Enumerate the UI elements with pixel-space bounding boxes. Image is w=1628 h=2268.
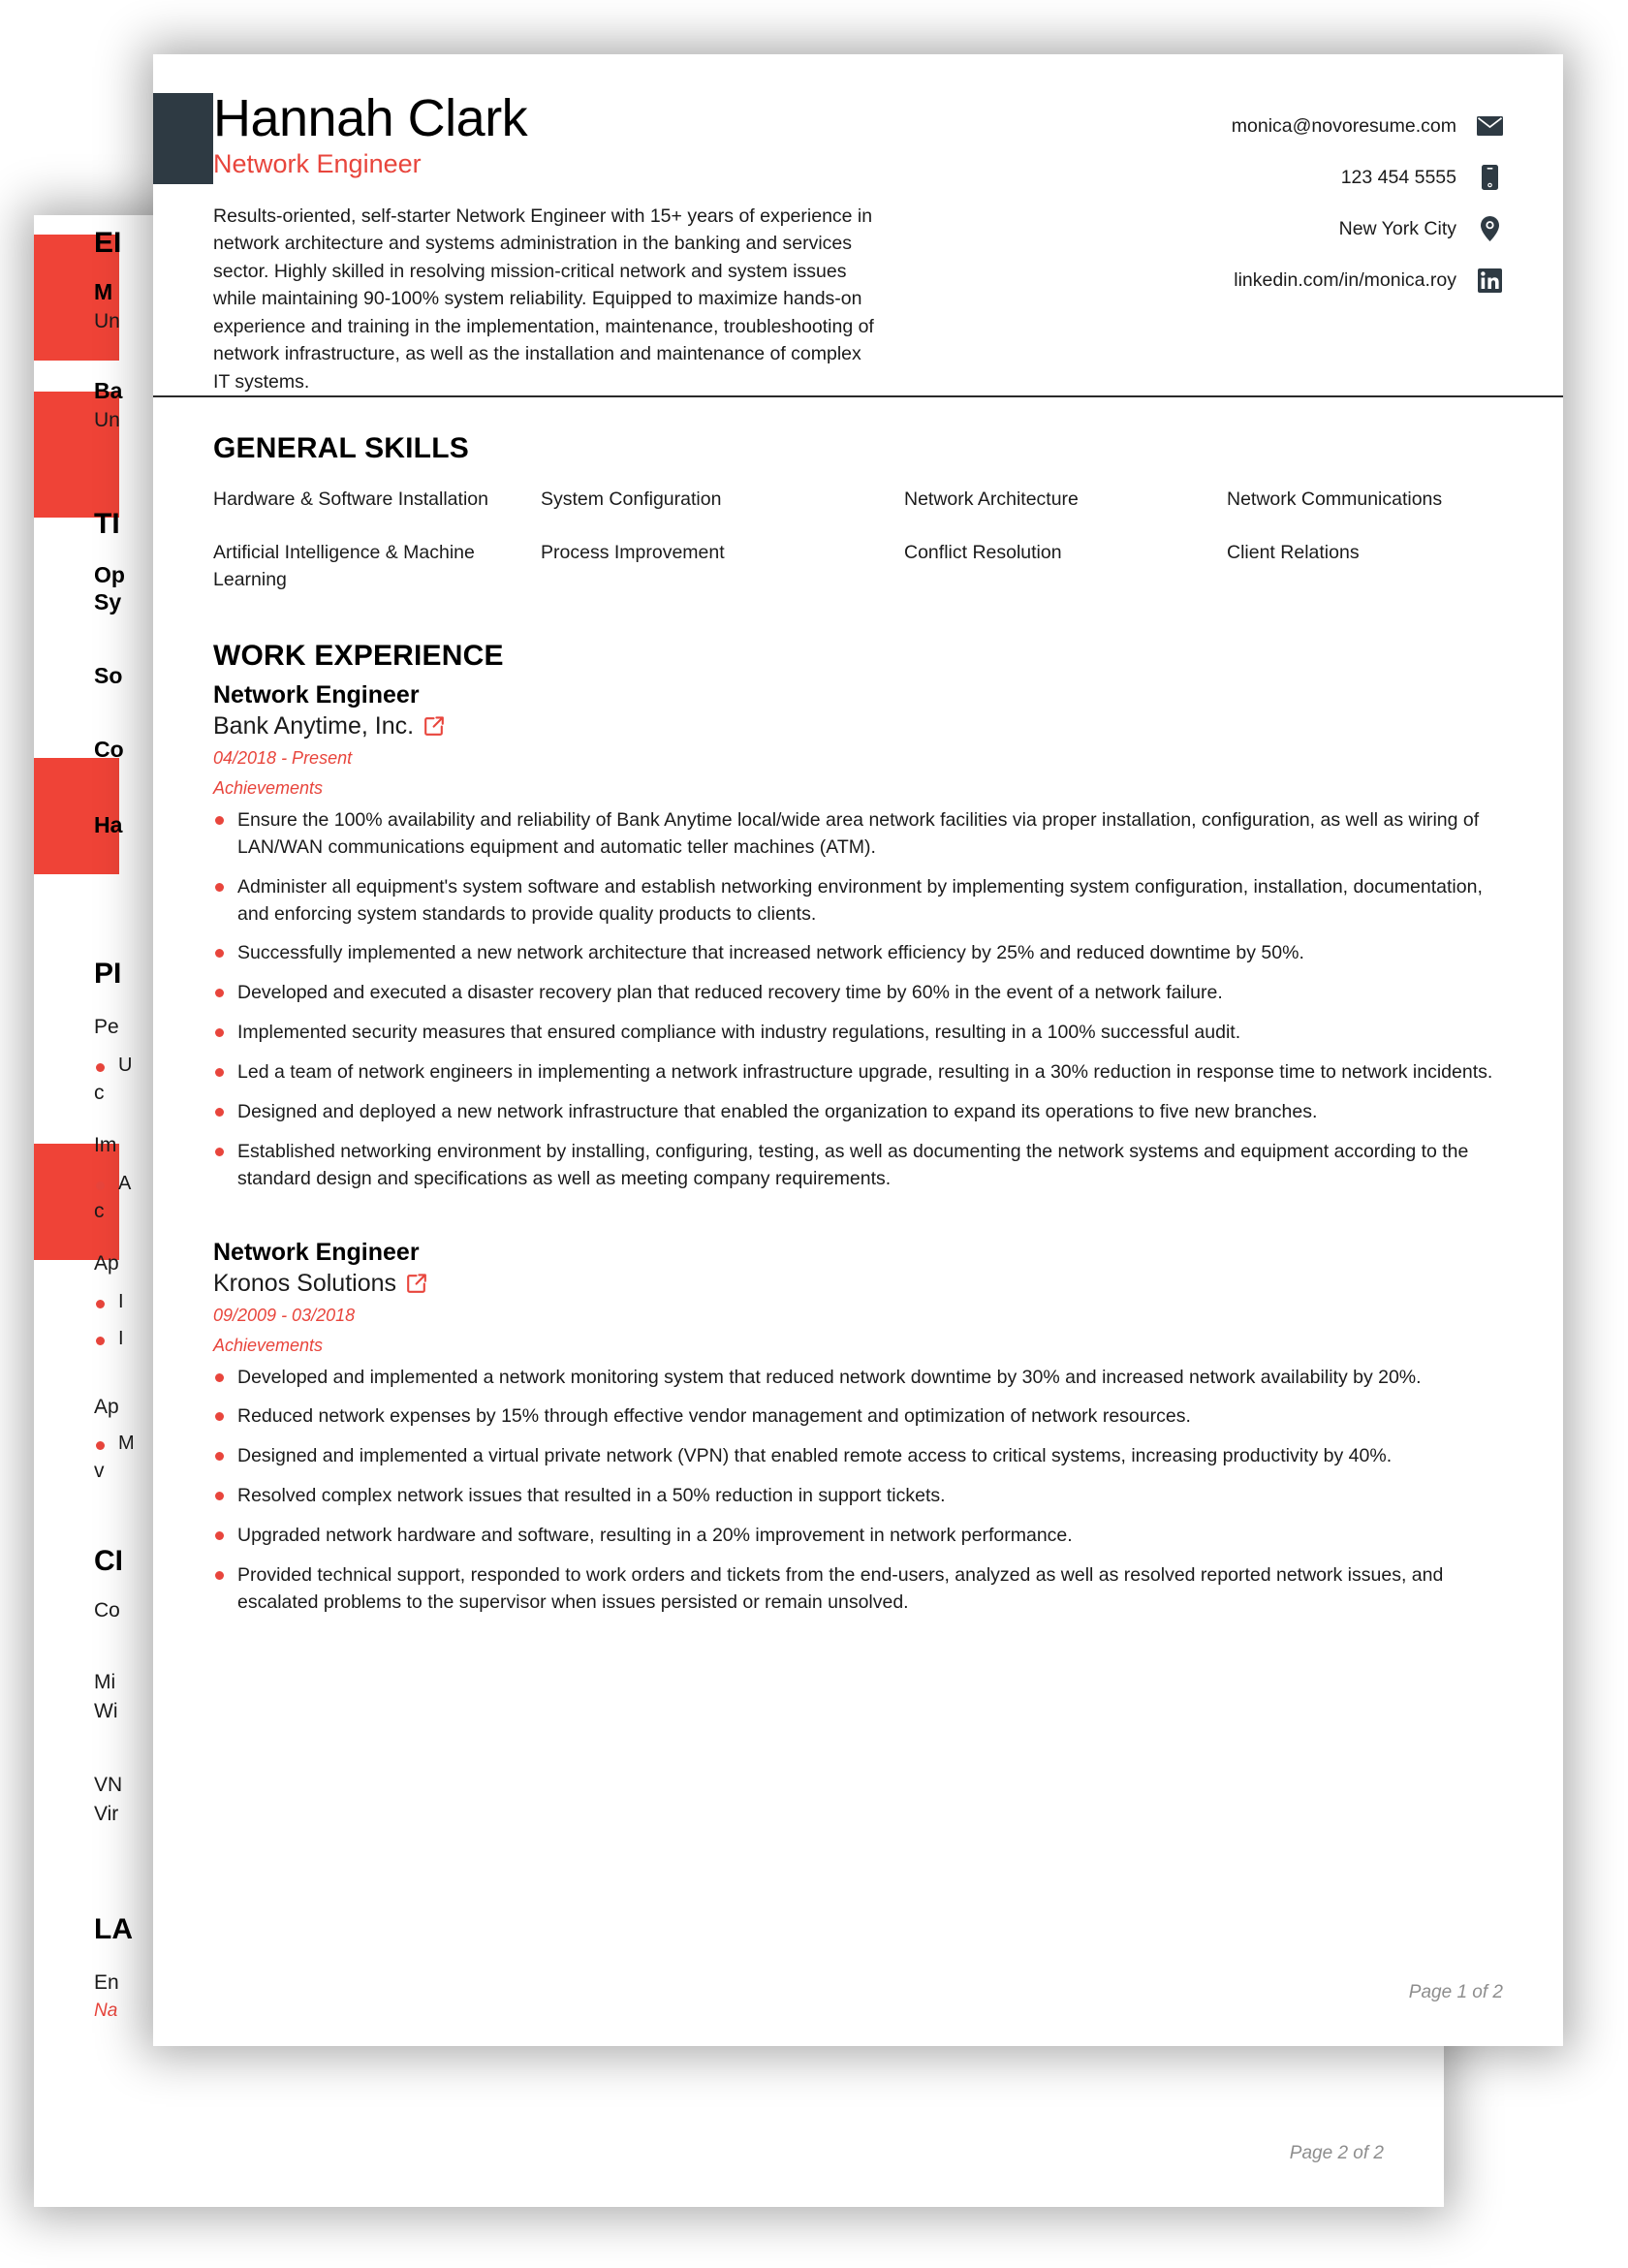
page-2-footer: Page 2 of 2	[1289, 2143, 1384, 2163]
work-experience-entry	[213, 1238, 1503, 1617]
mobile-phone-icon	[1476, 164, 1503, 191]
resume-header	[153, 54, 1563, 395]
achievement-item: Established networking environment by installing, configuring, testing, as well as documenting the network systems and equipment according to the standard design and specifications as well as meeting company requirements.	[213, 1139, 1503, 1193]
job-role: Network Engineer	[213, 1238, 420, 1266]
job-dates: 04/2018 - Present	[213, 747, 353, 768]
job-company-name: Bank Anytime, Inc.	[213, 711, 415, 740]
contact-row[interactable]	[1232, 215, 1503, 242]
header-divider	[153, 395, 1563, 397]
page-2-text-fragment: I	[94, 1291, 124, 1313]
page-2-text-fragment: CI	[94, 1545, 123, 1577]
page-2-text-fragment: Sy	[94, 589, 122, 614]
page-2-text-fragment: LA	[94, 1913, 133, 1945]
skill-item: Conflict Resolution	[904, 542, 1062, 564]
name-accent-block	[153, 93, 213, 184]
skill-item: Process Improvement	[541, 542, 725, 564]
resume-body	[153, 432, 1563, 1617]
page-2-text-fragment: c	[94, 1082, 105, 1104]
contact-row[interactable]	[1232, 164, 1503, 191]
header-job-title: Network Engineer	[213, 149, 422, 179]
page-2-text-fragment: Un	[94, 310, 120, 332]
page-2-text-fragment: So	[94, 663, 123, 688]
accent-block	[34, 1144, 119, 1260]
page-2-text-fragment: Un	[94, 409, 120, 431]
page-2-text-fragment: Op	[94, 562, 125, 587]
page-2-text-fragment: Pe	[94, 1016, 119, 1038]
contact-text: monica@novoresume.com	[1231, 114, 1456, 137]
page-2-text-fragment: EI	[94, 227, 122, 259]
page-2-text-fragment: U	[94, 1055, 132, 1077]
general-skills-heading: GENERAL SKILLS	[213, 432, 469, 464]
location-pin-icon	[1476, 215, 1503, 242]
envelope-icon	[1476, 112, 1503, 140]
skill-item: Client Relations	[1227, 542, 1360, 564]
achievement-item: Provided technical support, responded to work orders and tickets from the end-users, analyzed as well as resolved reported network issues, and escalated problems to the supervisor when issues persisted or remain unsolved.	[213, 1562, 1503, 1617]
page-2-text-fragment: Vir	[94, 1803, 119, 1825]
linkedin-icon	[1476, 267, 1503, 294]
contact-row[interactable]	[1232, 112, 1503, 140]
external-link-icon[interactable]	[407, 1274, 426, 1293]
work-experience-list	[213, 680, 1503, 1617]
skill-item: Network Architecture	[904, 488, 1079, 510]
contact-row[interactable]	[1232, 267, 1503, 294]
page-2-text-fragment: Ha	[94, 812, 123, 837]
achievements-label: Achievements	[213, 777, 324, 798]
job-role: Network Engineer	[213, 680, 420, 709]
page-2-text-fragment: I	[94, 1328, 124, 1350]
page-2-text-fragment: M	[94, 279, 113, 304]
contact-text: 123 454 5555	[1340, 166, 1456, 188]
achievement-item: Designed and deployed a new network infrastructure that enabled the organization to expand its operations to five new branches.	[213, 1099, 1503, 1126]
page-2-text-fragment: Ap	[94, 1396, 119, 1418]
achievement-item: Successfully implemented a new network architecture that increased network efficiency by 25% and reduced downtime by 50%.	[213, 940, 1503, 967]
skill-item: Hardware & Software Installation	[213, 488, 488, 510]
contact-text: linkedin.com/in/monica.roy	[1234, 268, 1456, 291]
page-2-text-fragment: A	[94, 1173, 131, 1195]
page-2-text-fragment: VN	[94, 1774, 123, 1796]
resume-page-1[interactable]	[153, 54, 1563, 2046]
skill-item: Artificial Intelligence & Machine Learning	[213, 542, 475, 590]
contact-list	[1232, 91, 1503, 294]
achievement-item: Upgraded network hardware and software, resulting in a 20% improvement in network performance.	[213, 1523, 1503, 1550]
page-2-text-fragment: v	[94, 1460, 105, 1482]
achievement-item: Ensure the 100% availability and reliability of Bank Anytime local/wide area network facilities via proper installation, configuration, as well as wiring of LAN/WAN communications equipment and automatic teller machines (ATM).	[213, 807, 1503, 862]
achievement-item: Developed and implemented a network monitoring system that reduced network downtime by 30% and increased network availability by 20%.	[213, 1365, 1503, 1392]
professional-summary: Results-oriented, self-starter Network Engineer with 15+ years of experience in network architecture and systems administration in the banking and services sector. Highly skilled in resolving mission-critical network and system issues while maintaining 90-100% system reliability. Equipped to maximize hands-on experience and training in the implementation, maintenance, troubleshooting of network infrastructure, as well as the installation and maintenance of complex IT systems.	[213, 205, 874, 393]
general-skills-grid	[213, 487, 1503, 593]
achievement-list	[213, 807, 1503, 1193]
external-link-icon[interactable]	[424, 716, 444, 736]
achievement-item: Led a team of network engineers in implementing a network infrastructure upgrade, resulting in a 30% reduction in response time to network incidents.	[213, 1059, 1503, 1087]
page-2-text-fragment: Co	[94, 737, 124, 762]
page-2-text-fragment: Ba	[94, 378, 123, 403]
work-experience-entry	[213, 680, 1503, 1193]
page-2-text-fragment: En	[94, 1971, 119, 1994]
job-company-name: Kronos Solutions	[213, 1269, 397, 1297]
page-2-text-fragment: Mi	[94, 1671, 116, 1693]
page-2-text-fragment: TI	[94, 508, 120, 540]
page-2-text-fragment: Na	[94, 2000, 118, 2021]
achievement-item: Administer all equipment's system software and establish networking environment by implementing system configuration, installation, documentation, and enforcing system standards to provide quality products to clients.	[213, 874, 1503, 929]
achievement-item: Reduced network expenses by 15% through effective vendor management and optimization of network resources.	[213, 1403, 1503, 1431]
page-1-footer: Page 1 of 2	[1408, 1982, 1503, 2002]
achievement-item: Resolved complex network issues that resulted in a 50% reduction in support tickets.	[213, 1483, 1503, 1510]
achievement-item: Designed and implemented a virtual private network (VPN) that enabled remote access to critical systems, increasing productivity by 40%.	[213, 1443, 1503, 1470]
page-2-text-fragment: Ap	[94, 1252, 119, 1275]
skill-item: System Configuration	[541, 488, 722, 510]
job-company	[213, 711, 1503, 740]
page-title: Hannah Clark	[213, 89, 528, 147]
achievements-label: Achievements	[213, 1335, 324, 1355]
achievement-item: Developed and executed a disaster recovery plan that reduced recovery time by 60% in the event of a network failure.	[213, 980, 1503, 1007]
job-company	[213, 1269, 1503, 1298]
achievement-list	[213, 1365, 1503, 1617]
page-2-text-fragment: c	[94, 1200, 105, 1222]
header-left-column	[213, 91, 882, 395]
page-2-text-fragment: M	[94, 1433, 135, 1455]
work-experience-heading: WORK EXPERIENCE	[213, 639, 504, 672]
page-2-text-fragment: Wi	[94, 1700, 118, 1722]
page-2-text-fragment: PI	[94, 958, 122, 990]
contact-text: New York City	[1338, 217, 1456, 239]
skill-item: Network Communications	[1227, 488, 1443, 510]
page-2-text-fragment: Im	[94, 1134, 117, 1156]
achievement-item: Implemented security measures that ensured compliance with industry regulations, resulting in a 100% successful audit.	[213, 1020, 1503, 1047]
page-2-text-fragment: Co	[94, 1599, 120, 1622]
job-dates: 09/2009 - 03/2018	[213, 1305, 356, 1325]
